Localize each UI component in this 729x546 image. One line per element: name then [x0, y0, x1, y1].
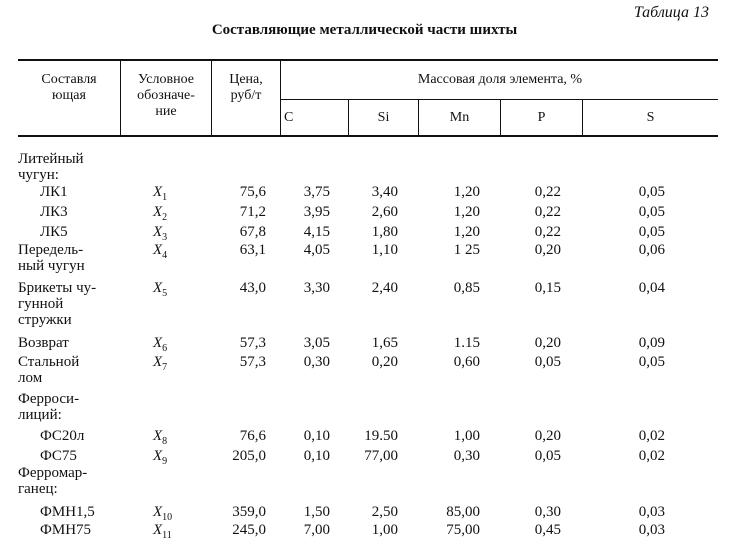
header-component: Составля ющая [41, 72, 97, 103]
row-value-s: 0,05 [638, 354, 665, 370]
col-divider [211, 60, 212, 136]
row-value-price: 67,8 [239, 224, 266, 240]
row-value-c: 3,05 [303, 335, 330, 351]
group-label: Ферроси- лиций: [18, 391, 80, 423]
row-designation: $X_1$ [153, 184, 168, 203]
row-designation: $X_{10}$ [153, 504, 173, 523]
row-component-name: ЛК3 [40, 204, 68, 220]
row-value-p: 0,05 [534, 448, 561, 464]
row-value-p: 0,20 [534, 335, 561, 351]
row-value-mn: 1.15 [453, 335, 480, 351]
header-element-s: S [646, 110, 655, 125]
row-value-price: 245,0 [232, 522, 266, 538]
row-value-s: 0,02 [638, 428, 665, 444]
row-component-name: Передель- ный чугун [18, 242, 85, 274]
row-value-c: 0,30 [303, 354, 330, 370]
row-component-name: ФМН75 [40, 522, 92, 538]
header-element-si: Si [377, 110, 390, 125]
row-component-name: ЛК1 [40, 184, 68, 200]
row-value-mn: 1,00 [453, 428, 480, 444]
row-value-price: 57,3 [239, 354, 266, 370]
row-value-si: 1,00 [371, 522, 398, 538]
row-value-mn: 0,60 [453, 354, 480, 370]
row-value-price: 63,1 [239, 242, 266, 258]
row-value-p: 0,20 [534, 428, 561, 444]
subheader-rule [280, 99, 718, 100]
row-value-p: 0,22 [534, 204, 561, 220]
top-rule [18, 59, 718, 61]
header-price: Цена, руб/т [229, 72, 263, 103]
row-designation: $X_2$ [153, 204, 168, 223]
table-number: Таблица 13 [633, 4, 709, 21]
row-value-price: 75,6 [239, 184, 266, 200]
row-value-c: 7,00 [303, 522, 330, 538]
row-value-mn: 75,00 [446, 522, 480, 538]
row-value-mn: 1,20 [453, 224, 480, 240]
row-value-si: 2,60 [371, 204, 398, 220]
row-value-p: 0,45 [534, 522, 561, 538]
row-value-p: 0,22 [534, 224, 561, 240]
row-designation: $X_{11}$ [153, 522, 172, 541]
row-value-price: 71,2 [239, 204, 266, 220]
row-component-name: ФМН1,5 [40, 504, 95, 520]
row-value-mn: 1,20 [453, 184, 480, 200]
row-value-s: 0,09 [638, 335, 665, 351]
row-value-si: 3,40 [371, 184, 398, 200]
row-value-c: 1,50 [303, 504, 330, 520]
row-value-price: 43,0 [239, 280, 266, 296]
row-value-price: 205,0 [232, 448, 266, 464]
header-element-mn: Mn [449, 110, 470, 125]
row-value-si: 2,40 [371, 280, 398, 296]
row-component-name: Брикеты чу- гунной стружки [18, 280, 97, 328]
row-value-si: 1,10 [371, 242, 398, 258]
header-designation: Условное обозначе- ние [137, 72, 195, 119]
row-value-s: 0,05 [638, 184, 665, 200]
row-value-si: 1,65 [371, 335, 398, 351]
row-value-s: 0,04 [638, 280, 665, 296]
header-bottom-rule [18, 135, 718, 137]
col-divider [120, 60, 121, 136]
row-value-mn: 0,30 [453, 448, 480, 464]
group-label: Литейный чугун: [18, 151, 84, 183]
row-value-c: 3,30 [303, 280, 330, 296]
row-value-si: 19.50 [364, 428, 398, 444]
row-component-name: ЛК5 [40, 224, 68, 240]
row-component-name: Возврат [18, 335, 69, 351]
row-value-s: 0,05 [638, 224, 665, 240]
row-value-price: 359,0 [232, 504, 266, 520]
row-value-p: 0,20 [534, 242, 561, 258]
row-value-s: 0,06 [638, 242, 665, 258]
row-value-c: 0,10 [303, 448, 330, 464]
row-value-si: 0,20 [371, 354, 398, 370]
row-value-p: 0,15 [534, 280, 561, 296]
row-value-s: 0,02 [638, 448, 665, 464]
row-value-s: 0,03 [638, 522, 665, 538]
header-element-p: P [537, 110, 546, 125]
row-designation: $X_4$ [153, 242, 168, 261]
row-value-c: 4,05 [303, 242, 330, 258]
row-value-c: 0,10 [303, 428, 330, 444]
row-value-c: 3,95 [303, 204, 330, 220]
table-title: Составляющие металлической части шихты [211, 22, 518, 38]
row-value-mn: 0,85 [453, 280, 480, 296]
row-value-c: 3,75 [303, 184, 330, 200]
group-label: Ферромар- ганец: [18, 465, 88, 497]
row-value-p: 0,30 [534, 504, 561, 520]
row-value-si: 1,80 [371, 224, 398, 240]
row-component-name: Стальной лом [18, 354, 80, 386]
row-component-name: ФС20л [40, 428, 85, 444]
row-designation: $X_3$ [153, 224, 168, 243]
row-designation: $X_6$ [153, 335, 168, 354]
row-designation: $X_5$ [153, 280, 168, 299]
col-divider [280, 60, 281, 136]
row-value-s: 0,05 [638, 204, 665, 220]
row-value-c: 4,15 [303, 224, 330, 240]
row-value-mn: 85,00 [446, 504, 480, 520]
row-value-mn: 1,20 [453, 204, 480, 220]
row-value-si: 77,00 [364, 448, 398, 464]
row-value-price: 57,3 [239, 335, 266, 351]
row-value-s: 0,03 [638, 504, 665, 520]
row-value-p: 0,05 [534, 354, 561, 370]
row-designation: $X_9$ [153, 448, 168, 467]
header-mass-fraction: Массовая доля элемента, % [417, 72, 583, 87]
row-value-p: 0,22 [534, 184, 561, 200]
row-designation: $X_8$ [153, 428, 168, 447]
row-designation: $X_7$ [153, 354, 168, 373]
row-value-si: 2,50 [371, 504, 398, 520]
row-component-name: ФС75 [40, 448, 77, 464]
header-element-c: C [284, 110, 294, 125]
row-value-price: 76,6 [239, 428, 266, 444]
row-value-mn: 1 25 [453, 242, 480, 258]
